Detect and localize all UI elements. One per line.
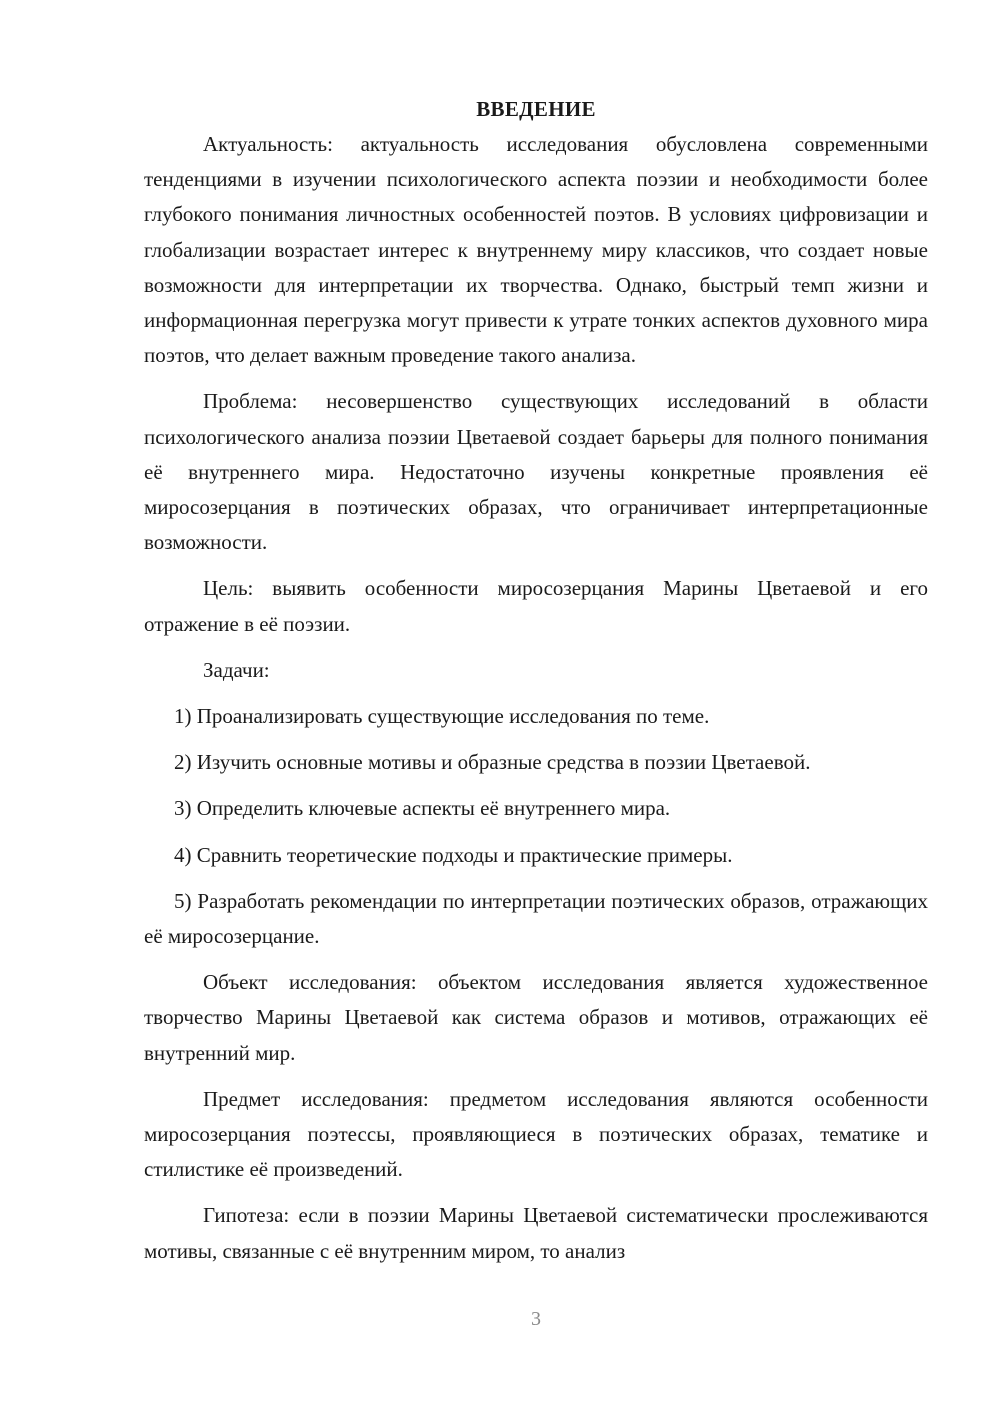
section-heading: ВВЕДЕНИЕ [476, 97, 596, 121]
page-number: 3 [531, 1308, 541, 1330]
task-item-4: 4) Сравнить теоретические подходы и практические примеры. [174, 842, 733, 867]
relevance-paragraph: Актуальность: актуальность исследования обусловлена современными тенденциями в изучении психологического аспекта поэзии и необходимости более глубокого понимания личностных особенностей поэтов. В условиях цифровизации и глобализации возрастает интерес к внутреннему миру классиков, что создает новые возможности для интерпретации их творчества. Однако, быстрый темп жизни и информационная перегрузка могут привести к утрате тонких аспектов духовного мира поэтов, что делает важным проведение такого анализа. [144, 132, 928, 368]
hypothesis-paragraph: Гипотеза: если в поэзии Марины Цветаевой систематически прослеживаются мотивы, связанные с её внутренним миром, то анализ [144, 1203, 928, 1263]
task-item-5: 5) Разработать рекомендации по интерпретации поэтических образов, отражающих её миросозерцание. [144, 888, 928, 949]
task-item-1: 1) Проанализировать существующие исследования по теме. [174, 704, 710, 729]
object-paragraph: Объект исследования: объектом исследования является художественное творчество Марины Цветаевой как система образов и мотивов, отражающих её внутренний мир. [144, 970, 928, 1065]
task-item-3: 3) Определить ключевые аспекты её внутреннего мира. [174, 796, 671, 821]
problem-paragraph: Проблема: несовершенство существующих исследований в области психологического анализа поэзии Цветаевой создает барьеры для полного понимания её внутреннего мира. Недостаточно изучены конкретные проявления её миросозерцания в поэтических образах, что ограничивает интерпретационные возможности. [144, 389, 928, 555]
tasks-heading: Задачи: [203, 657, 270, 682]
document-page [144, 92, 928, 1269]
goal-paragraph: Цель: выявить особенности миросозерцания Марины Цветаевой и его отражение в её поэзии. [144, 576, 928, 636]
subject-paragraph: Предмет исследования: предметом исследования являются особенности миросозерцания поэтессы, проявляющиеся в поэтических образах, тематике и стилистике её произведений. [144, 1086, 928, 1182]
task-item-2: 2) Изучить основные мотивы и образные средства в поэзии Цветаевой. [174, 750, 811, 775]
